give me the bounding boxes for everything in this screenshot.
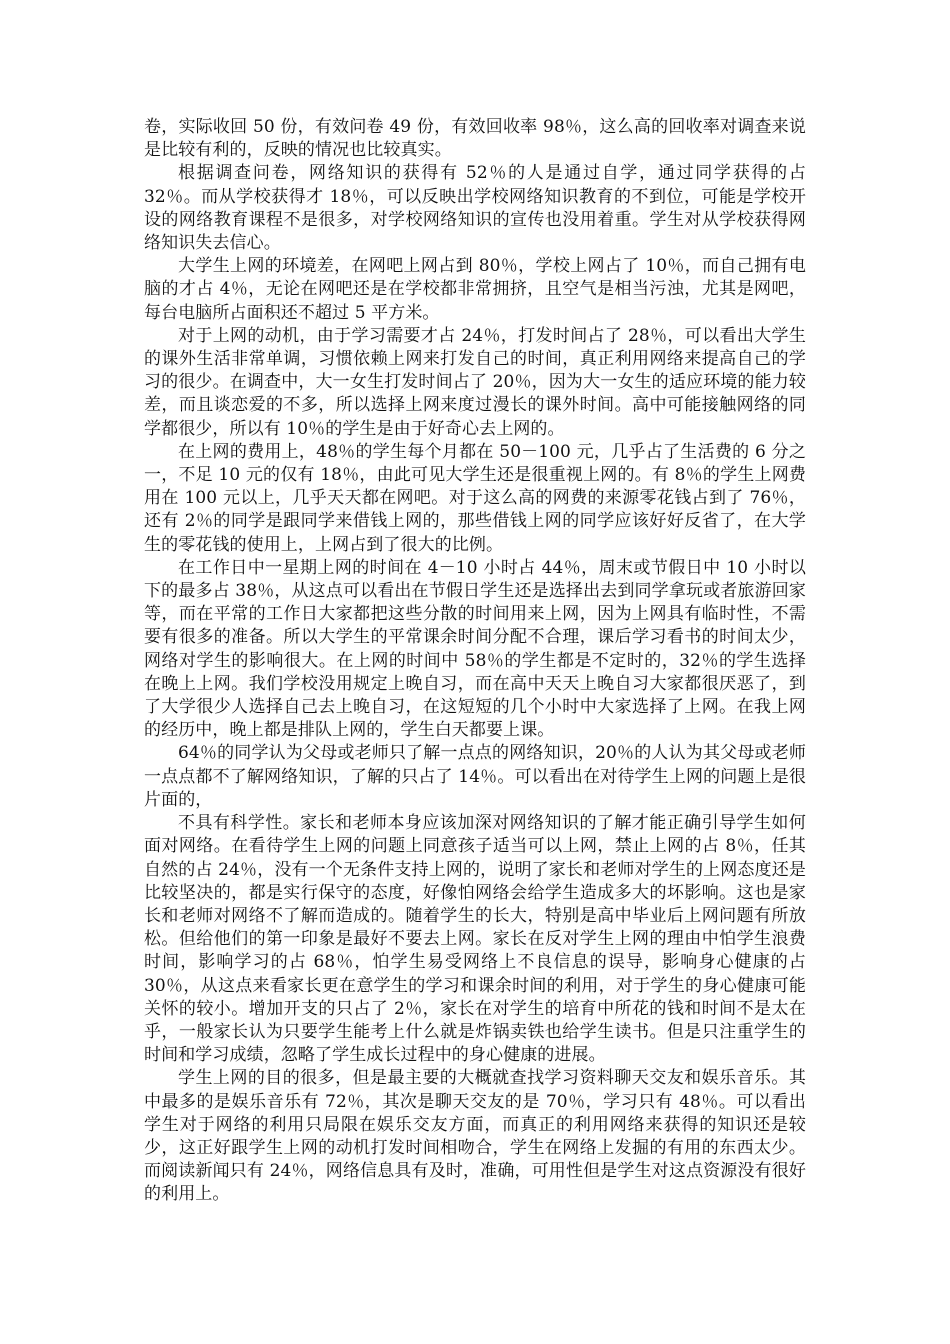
paragraph-4: 对于上网的动机，由于学习需要才占 24％，打发时间占了 28％，可以看出大学生的课外生活非常单调，习惯依赖上网来打发自己的时间，真正利用网络来提高自己的学习的很少。在调查中，大一女生打发时间占了 20％，因为大一女生的适应环境的能力较差，而且谈恋爱的不多，所以选择上网来度过漫长的课外时间。高中可能接触网络的同学都很少，所以有 10％的学生是由于好奇心去上网的。 bbox=[144, 325, 806, 439]
paragraph-5: 在上网的费用上，48％的学生每个月都在 50－100 元，几乎占了生活费的 6 分之一，不足 10 元的仅有 18％，由此可见大学生还是很重视上网的。有 8％的学生上网费用在 100 元以上，几乎天天都在网吧。对于这么高的网费的来源零花钱占到了 76％，还有 2％的同学是跟同学来借钱上网的，那些借钱上网的同学应该好好反省了，在大学生的零花钱的使用上，上网占到了很大的比例。 bbox=[144, 441, 806, 555]
paragraph-2: 根据调查问卷，网络知识的获得有 52％的人是通过自学，通过同学获得的占 32％。而从学校获得才 18％，可以反映出学校网络知识教育的不到位，可能是学校开设的网络教育课程不是很多，对学校网络知识的宣传也没用着重。学生对从学校获得网络知识失去信心。 bbox=[144, 163, 806, 254]
document-body bbox=[144, 116, 806, 1207]
paragraph-7: 64％的同学认为父母或老师只了解一点点的网络知识，20％的人认为其父母或老师一点点都不了解网络知识，了解的只占了 14％。可以看出在对待学生上网的问题上是很片面的， bbox=[144, 743, 806, 810]
paragraph-1: 卷，实际收回 50 份，有效问卷 49 份，有效回收率 98％，这么高的回收率对调查来说是比较有利的，反映的情况也比较真实。 bbox=[144, 117, 806, 161]
paragraph-9: 学生上网的目的很多，但是最主要的大概就查找学习资料聊天交友和娱乐音乐。其中最多的是娱乐音乐有 72％，其次是聊天交友的是 70％，学习只有 48％。可以看出学生对于网络的利用只局限在娱乐交友方面，而真正的利用网络来获得的知识还是较少，这正好跟学生上网的动机打发时间相吻合，学生在网络上发掘的有用的东西太少。而阅读新闻只有 24％，网络信息具有及时，准确，可用性但是学生对这点资源没有很好的利用上。 bbox=[144, 1068, 806, 1205]
paragraph-8: 不具有科学性。家长和老师本身应该加深对网络知识的了解才能正确引导学生如何面对网络。在看待学生上网的问题上同意孩子适当可以上网，禁止上网的占 8％，任其自然的占 24％，没有一个无条件支持上网的，说明了家长和老师对学生的上网态度还是比较坚决的，都是实行保守的态度，好像怕网络会给学生造成多大的坏影响。这也是家长和老师对网络不了解而造成的。随着学生的长大，特别是高中毕业后上网问题有所放松。但给他们的第一印象是最好不要去上网。家长在反对学生上网的理由中怕学生浪费时间，影响学习的占 68％，怕学生易受网络上不良信息的误导，影响身心健康的占 30％，从这点来看家长更在意学生的学习和课余时间的利用，对于学生的身心健康可能关怀的较小。增加开支的只占了 2％，家长在对学生的培育中所花的钱和时间不是太在乎，一般家长认为只要学生能考上什么就是炸锅卖铁也给学生读书。但是只注重学生的时间和学习成绩，忽略了学生成长过程中的身心健康的进展。 bbox=[144, 813, 806, 1066]
paragraph-6: 在工作日中一星期上网的时间在 4－10 小时占 44％，周末或节假日中 10 小时以下的最多占 38％，从这点可以看出在节假日学生还是选择出去到同学拿玩或者旅游回家等，而在平常的工作日大家都把这些分散的时间用来上网，因为上网具有临时性，不需要有很多的准备。所以大学生的平常课余时间分配不合理，课后学习看书的时间太少，网络对学生的影响很大。在上网的时间中 58％的学生都是不定时的，32％的学生选择在晚上上网。我们学校没用规定上晚自习，而在高中天天上晚自习大家都很厌恶了，到了大学很少人选择自己去上晚自习，在这短短的几个小时中大家选择了上网。在我上网的经历中，晚上都是排队上网的，学生白天都要上课。 bbox=[144, 557, 806, 741]
paragraph-3: 大学生上网的环境差，在网吧上网占到 80％，学校上网占了 10％，而自己拥有电脑的才占 4％，无论在网吧还是在学校都非常拥挤，且空气是相当污浊，尤其是网吧，每台电脑所占面积还不超过 5 平方米。 bbox=[144, 256, 806, 323]
